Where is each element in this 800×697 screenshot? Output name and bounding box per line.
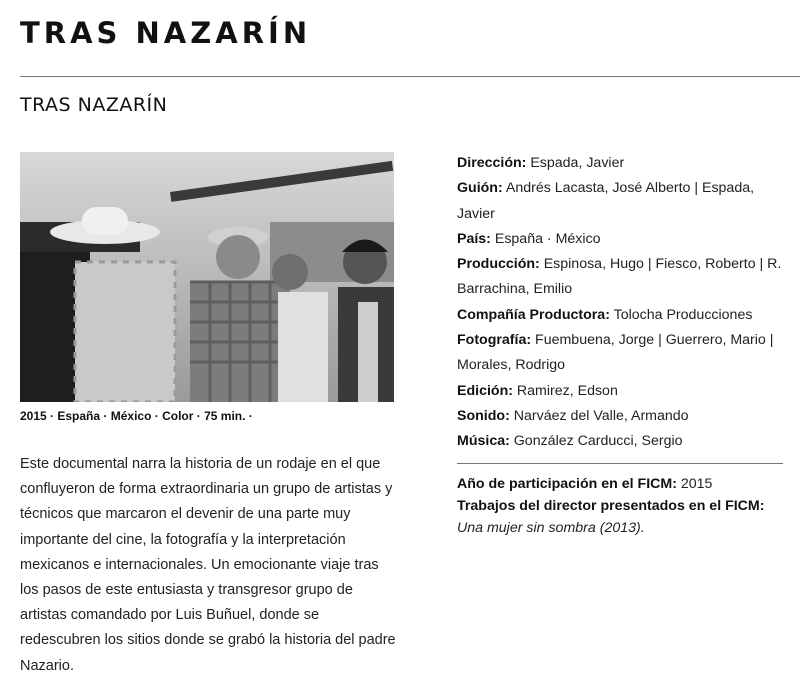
caption-separator: · [151,409,163,423]
credit-label: Dirección: [457,155,527,171]
credits-divider [457,463,783,464]
caption-separator: · [193,409,205,423]
director-works [457,495,797,517]
credit-label: Edición: [457,382,513,399]
header-divider [20,76,800,77]
credit-value: Fuembuena, Jorge | Guerrero, Mario | Morales, Rodrigo [457,332,774,374]
film-title: TRAS NAZARÍN [20,94,168,116]
credit-value: Narváez del Valle, Armando [509,407,689,424]
page-title: TRAS NAZARÍN [20,16,312,50]
festival-info [457,473,797,539]
film-still-image [20,152,394,402]
caption-duration: 75 min. [204,409,246,423]
credit-value: Espinosa, Hugo | Fiesco, Roberto | R. Barrachina, Emilio [457,256,782,298]
credit-musica [457,429,787,454]
credit-label: País: [457,230,491,247]
credit-label: Música: [457,433,510,450]
credit-value: González Carducci, Sergio [509,433,683,450]
credit-produccion [457,252,787,303]
credit-label: Producción: [457,256,540,273]
credit-guion [457,176,787,227]
caption-color: Color [162,409,194,423]
credit-sonido [457,404,787,429]
credit-label: Fotografía: [457,332,532,349]
caption-year: 2015 [20,409,47,423]
caption-countries: España · México [57,409,152,423]
credit-value: Andrés Lacasta, José Alberto | Espada, Javier [457,180,755,222]
caption-separator: · [46,409,58,423]
credit-value: Ramirez, Edson [512,382,618,399]
credit-label: Sonido: [457,407,510,424]
synopsis-text: Este documental narra la historia de un rodaje en el que confluyeron de forma extraordinaria un grupo de artistas y técnicos que marcaron el devenir de una parte muy importante del cine, la fotografía y la interpretación mexicanos e internacionales. Un emocionante viaje tras los pasos de este entusiasta y transgresor grupo de artistas comandado por Luis Buñuel, donde se redescubren los sitios donde se grabó la historia del padre Nazario. [20,456,396,674]
caption-separator: · [245,409,253,423]
director-work-item: Una mujer sin sombra (2013). [457,520,645,536]
credit-fotografia [457,328,787,379]
festival-year-label: Año de participación en el FICM: [457,476,677,492]
credit-value: Espada, Javier [526,155,625,171]
director-works-label: Trabajos del director presentados en el FICM: [457,498,765,514]
credits-list [457,151,787,455]
credit-direccion [457,151,787,176]
credit-label: Compañía Productora: [457,306,610,323]
credit-compania [457,303,787,328]
credit-value: España · México [490,230,601,247]
credit-label: Guión: [457,180,503,197]
film-details-caption [20,409,253,423]
festival-year [457,473,797,495]
director-works-list [457,517,797,539]
festival-year-value: 2015 [676,476,713,492]
credit-value: Tolocha Producciones [609,306,753,323]
credit-edicion [457,379,787,404]
credit-pais [457,227,787,252]
